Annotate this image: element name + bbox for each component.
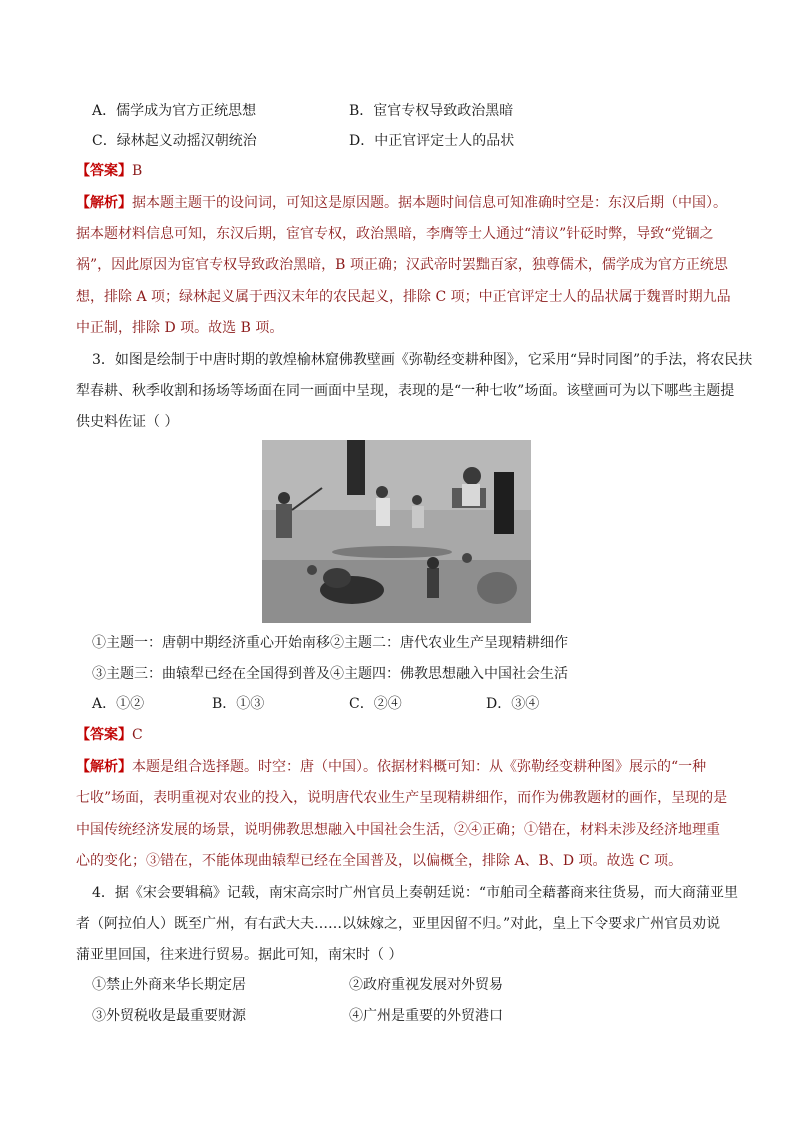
analysis-tag: 【解析】 — [76, 195, 132, 211]
q2-option-c: C．绿林起义动摇汉朝统治 — [92, 133, 257, 149]
mural-image — [262, 440, 531, 623]
q4-item-2: ②政府重视发展对外贸易 — [349, 977, 503, 993]
q2-answer — [76, 161, 142, 181]
q3-stem-line-2: 犁春耕、秋季收割和扬场等场面在同一画面中呈现，表现的是“一种七收”场面。该壁画可为以下哪些主题提 — [76, 383, 735, 399]
q3-option-a: A．①② — [92, 696, 145, 712]
q3-answer — [76, 725, 143, 745]
answer-tag: 【答案】 — [76, 727, 132, 743]
q3-analysis-line-4: 心的变化；③错在，不能体现曲辕犁已经在全国普及，以偏概全，排除 A、B、D 项。故选 C 项。 — [76, 853, 683, 869]
q3-stem-line-1: 3．如图是绘制于中唐时期的敦煌榆林窟佛教壁画《弥勒经变耕种图》，它采用“异时同图”的手法，将农民扶 — [92, 352, 753, 368]
q3-analysis-line-3: 中国传统经济发展的场景，说明佛教思想融入中国社会生活，②④正确；①错在，材料未涉及经济地理重 — [76, 822, 720, 838]
mural-icon — [262, 440, 531, 623]
q3-option-b: B．①③ — [212, 696, 265, 712]
q2-analysis-line-2: 据本题材料信息可知，东汉后期，宦官专权，政治黑暗，李膺等士人通过“清议”针砭时弊，导致“党锢之 — [76, 226, 714, 242]
q4-item-3: ③外贸税收是最重要财源 — [92, 1008, 246, 1024]
q2-analysis-line-5: 中正制，排除 D 项。故选 B 项。 — [76, 320, 284, 336]
q3-option-c: C．②④ — [349, 696, 402, 712]
q3-analysis-line-1: 【解析】本题是组合选择题。时空：唐（中国）。依据材料概可知：从《弥勒经变耕种图》展示的“一种 — [76, 759, 707, 775]
answer-value: C — [132, 727, 143, 743]
q2-analysis-line-1: 【解析】据本题主题干的设问词，可知这是原因题。据本题时间信息可知准确时空是：东汉后期（中国）。 — [76, 195, 727, 211]
q3-stem-line-3: 供史料佐证（ ） — [76, 414, 179, 430]
q4-item-1: ①禁止外商来华长期定居 — [92, 977, 246, 993]
q2-analysis-line-3: 祸”，因此原因为宦官专权导致政治黑暗，B 项正确；汉武帝时罢黜百家，独尊儒术，儒学成为官方正统思 — [76, 257, 728, 273]
q3-option-d: D．③④ — [486, 696, 540, 712]
analysis-tag: 【解析】 — [76, 759, 132, 775]
answer-tag: 【答案】 — [76, 163, 132, 179]
q2-option-b: B．宦官专权导致政治黑暗 — [349, 103, 514, 119]
q4-item-4: ④广州是重要的外贸港口 — [349, 1008, 503, 1024]
q3-analysis-line-2: 七收”场面，表明重视对农业的投入，说明唐代农业生产呈现精耕细作，而作为佛教题材的画作，呈现的是 — [76, 790, 728, 806]
q3-theme-line-2: ③主题三：曲辕犁已经在全国得到普及④主题四：佛教思想融入中国社会生活 — [92, 666, 568, 682]
q2-option-a: A．儒学成为官方正统思想 — [92, 103, 257, 119]
answer-value: B — [132, 163, 143, 179]
q4-stem-line-3: 蒲亚里回国，往来进行贸易。据此可知，南宋时（ ） — [76, 947, 403, 963]
q2-option-d: D．中正官评定士人的品状 — [349, 133, 515, 149]
q3-theme-line-1: ①主题一：唐朝中期经济重心开始南移②主题二：唐代农业生产呈现精耕细作 — [92, 635, 568, 651]
q2-analysis-line-4: 想，排除 A 项；绿林起义属于西汉末年的农民起义，排除 C 项；中正官评定士人的品状属于魏晋时期九品 — [76, 289, 731, 305]
q4-stem-line-1: 4．据《宋会要辑稿》记载，南宋高宗时广州官员上奏朝廷说：“市舶司全藉蕃商来往货易，而大商蒲亚里 — [92, 885, 739, 901]
q4-stem-line-2: 者（阿拉伯人）既至广州，有右武大夫……以妹嫁之，亚里因留不归。”对此，皇上下令要求广州官员劝说 — [76, 916, 721, 932]
